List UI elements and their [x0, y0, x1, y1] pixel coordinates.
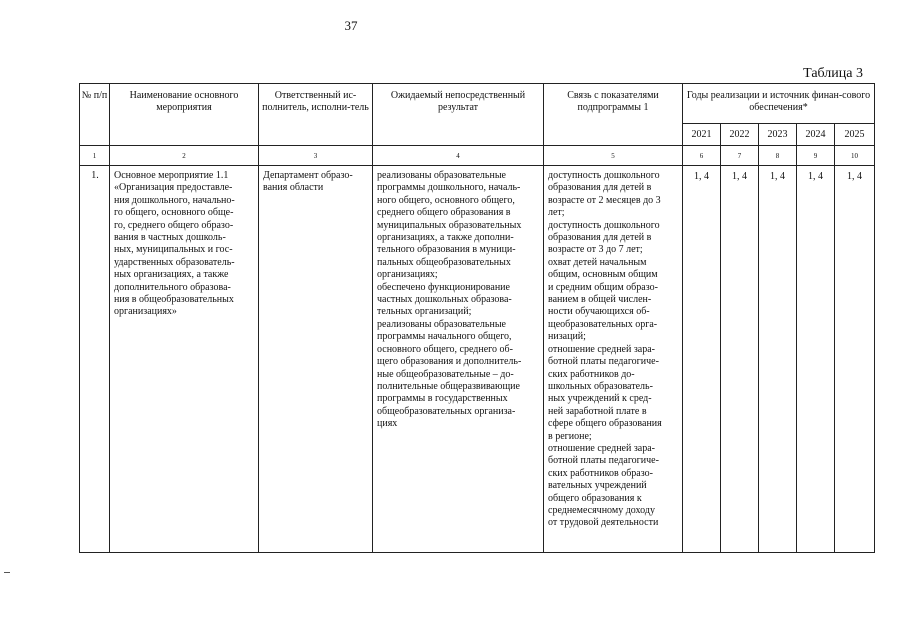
activities-table	[79, 83, 875, 553]
header-num: № п/п	[80, 84, 110, 146]
header-year: 2022	[721, 124, 759, 146]
header-year: 2025	[835, 124, 875, 146]
year-value-2023: 1, 4	[759, 166, 797, 553]
table-row	[80, 166, 875, 553]
text-line: пальных общеобразовательных	[377, 256, 511, 268]
text-line: циях	[377, 418, 398, 430]
activity-name-cell	[110, 166, 259, 553]
text-line: щеобразовательных орга-	[548, 318, 658, 330]
column-number: 9	[797, 146, 835, 166]
text-line: организациях, а также дополни-	[377, 232, 514, 244]
column-number: 4	[373, 146, 544, 166]
text-line: от трудовой деятельности	[548, 517, 659, 529]
text-line: ных, муниципальных и гос-	[114, 244, 233, 256]
year-value-2024: 1, 4	[797, 166, 835, 553]
text-line: сфере общего образования	[548, 418, 662, 430]
text-line: вания области	[263, 182, 324, 194]
text-line: образования для детей в	[548, 182, 652, 194]
text-line: лет;	[548, 207, 565, 219]
text-line: тельных организаций;	[377, 306, 472, 318]
indicator-link-text	[548, 170, 679, 530]
text-line: ния дошкольного, начально-	[114, 194, 235, 206]
column-number: 10	[835, 146, 875, 166]
text-line: программы в государственных	[377, 393, 508, 405]
text-line: доступность дошкольного	[548, 219, 660, 231]
executor-text	[263, 170, 369, 195]
text-line: отношение средней зара-	[548, 442, 656, 454]
column-number: 6	[683, 146, 721, 166]
text-line: реализованы образовательные	[377, 318, 506, 330]
text-line: го общего, основного обще-	[114, 207, 234, 219]
text-line: программы начального общего,	[377, 331, 512, 343]
text-line: отношение средней зара-	[548, 343, 656, 355]
year-value-2022: 1, 4	[721, 166, 759, 553]
row-number: 1.	[80, 166, 110, 553]
header-indicator-link: Связь с показателями подпрограммы 1	[544, 84, 683, 146]
text-line: ударственных образователь-	[114, 256, 235, 268]
text-line: Департамент образо-	[263, 170, 353, 181]
column-number: 8	[759, 146, 797, 166]
indicator-link-cell	[544, 166, 683, 553]
text-line: организациях;	[377, 269, 438, 281]
text-line: ности обучающихся об-	[548, 306, 650, 318]
header-activity-name: Наименование основного мероприятия	[110, 84, 259, 146]
text-line: образования для детей в	[548, 232, 652, 244]
header-executor: Ответственный ис-полнитель, исполни-тель	[259, 84, 373, 146]
text-line: вательных учреждений	[548, 480, 647, 492]
column-number: 1	[80, 146, 110, 166]
text-line: дополнительного образова-	[114, 281, 231, 293]
text-line: школьных образователь-	[548, 380, 653, 392]
text-line: ных организациях, а также	[114, 269, 229, 281]
text-line: вания в частных дошколь-	[114, 232, 226, 244]
text-line: ботной платы педагогиче-	[548, 356, 659, 368]
text-line: ней заработной плате в	[548, 405, 647, 417]
table-label: Таблица 3	[803, 66, 863, 81]
text-line: ных учреждений к сред-	[548, 393, 652, 405]
text-line: ботной платы педагогиче-	[548, 455, 659, 467]
expected-result-text	[377, 170, 540, 431]
text-line: ских работников образо-	[548, 467, 653, 479]
text-line: «Организация предоставле-	[114, 182, 233, 194]
text-line: щего образования и дополнитель-	[377, 356, 522, 368]
text-line: Основное мероприятие 1.1	[114, 170, 229, 181]
text-line: и средним общим образо-	[548, 281, 658, 293]
text-line: ные общеобразовательные – до-	[377, 368, 514, 380]
text-line: тельного образования в муници-	[377, 244, 516, 256]
text-line: организациях»	[114, 306, 177, 318]
page-number: 37	[344, 18, 358, 33]
text-line: го, среднего общего образо-	[114, 219, 234, 231]
text-line: среднего общего образования в	[377, 207, 511, 219]
text-line: программы дошкольного, началь-	[377, 182, 521, 194]
text-line: возрасте от 2 месяцев до 3	[548, 194, 661, 206]
expected-result-cell	[373, 166, 544, 553]
text-line: частных дошкольных образова-	[377, 294, 512, 306]
column-number: 7	[721, 146, 759, 166]
text-line: в регионе;	[548, 430, 592, 442]
margin-mark	[4, 572, 10, 573]
text-line: обеспечено функционирование	[377, 281, 510, 293]
header-years-group: Годы реализации и источник финан-сового обеспечения*	[683, 84, 875, 124]
year-value-2021: 1, 4	[683, 166, 721, 553]
column-number: 5	[544, 146, 683, 166]
text-line: реализованы образовательные	[377, 170, 506, 181]
activity-name-text	[114, 170, 255, 319]
text-line: ния в общеобразовательных	[114, 294, 234, 306]
executor-cell	[259, 166, 373, 553]
text-line: ских работников до-	[548, 368, 635, 380]
text-line: общего образования к	[548, 492, 642, 504]
text-line: доступность дошкольного	[548, 170, 660, 181]
header-year: 2023	[759, 124, 797, 146]
text-line: низаций;	[548, 331, 586, 343]
text-line: общим, основным общим	[548, 269, 658, 281]
text-line: возрасте от 3 до 7 лет;	[548, 244, 643, 256]
column-number: 3	[259, 146, 373, 166]
header-year: 2024	[797, 124, 835, 146]
column-number: 2	[110, 146, 259, 166]
text-line: среднемесячному доходу	[548, 504, 655, 516]
header-expected-result: Ожидаемый непосредственный результат	[373, 84, 544, 146]
text-line: полнительные общеразвивающие	[377, 380, 520, 392]
year-value-2025: 1, 4	[835, 166, 875, 553]
header-year: 2021	[683, 124, 721, 146]
text-line: общеобразовательных организа-	[377, 405, 516, 417]
text-line: ного общего, основного общего,	[377, 194, 515, 206]
text-line: охват детей начальным	[548, 256, 647, 268]
text-line: муниципальных образовательных	[377, 219, 522, 231]
text-line: ванием в общей числен-	[548, 294, 652, 306]
text-line: основного общего, среднего об-	[377, 343, 513, 355]
